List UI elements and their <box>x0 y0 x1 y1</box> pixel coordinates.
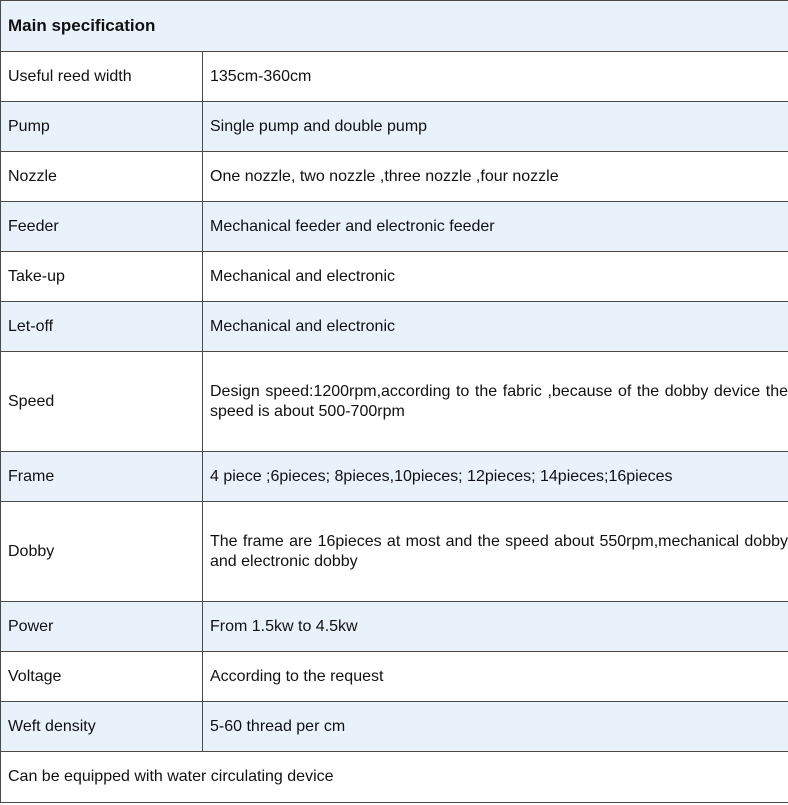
row-value: Design speed:1200rpm,according to the fabric ,because of the dobby device the speed is about 500-700rpm <box>203 352 788 452</box>
table-row <box>1 152 788 202</box>
row-label: Take-up <box>1 252 203 302</box>
row-label: Speed <box>1 352 203 452</box>
row-value: Mechanical and electronic <box>203 302 788 352</box>
row-value: From 1.5kw to 4.5kw <box>203 602 788 652</box>
table-row <box>1 202 788 252</box>
row-label: Frame <box>1 452 203 502</box>
table-row <box>1 302 788 352</box>
row-value: Single pump and double pump <box>203 102 788 152</box>
row-label: Let-off <box>1 302 203 352</box>
row-label: Feeder <box>1 202 203 252</box>
table-row <box>1 502 788 602</box>
table-row <box>1 652 788 702</box>
table-footer-row <box>1 752 788 803</box>
row-value: According to the request <box>203 652 788 702</box>
row-label: Pump <box>1 102 203 152</box>
row-value: 4 piece ;6pieces; 8pieces,10pieces; 12pieces; 14pieces;16pieces <box>203 452 788 502</box>
table-row <box>1 352 788 452</box>
row-label: Power <box>1 602 203 652</box>
table-row <box>1 602 788 652</box>
row-label: Nozzle <box>1 152 203 202</box>
table-row <box>1 52 788 102</box>
table-title: Main specification <box>1 1 788 52</box>
row-label: Dobby <box>1 502 203 602</box>
row-value: 5-60 thread per cm <box>203 702 788 752</box>
table-row <box>1 452 788 502</box>
row-label: Voltage <box>1 652 203 702</box>
row-value: The frame are 16pieces at most and the speed about 550rpm,mechanical dobby and electronic dobby <box>203 502 788 602</box>
table-row <box>1 702 788 752</box>
row-value: One nozzle, two nozzle ,three nozzle ,four nozzle <box>203 152 788 202</box>
row-label: Useful reed width <box>1 52 203 102</box>
table-footer-note: Can be equipped with water circulating device <box>1 752 788 803</box>
row-value: 135cm-360cm <box>203 52 788 102</box>
table-row <box>1 252 788 302</box>
row-value: Mechanical and electronic <box>203 252 788 302</box>
row-label: Weft density <box>1 702 203 752</box>
table-row <box>1 102 788 152</box>
row-value: Mechanical feeder and electronic feeder <box>203 202 788 252</box>
table-header-row <box>1 1 788 52</box>
